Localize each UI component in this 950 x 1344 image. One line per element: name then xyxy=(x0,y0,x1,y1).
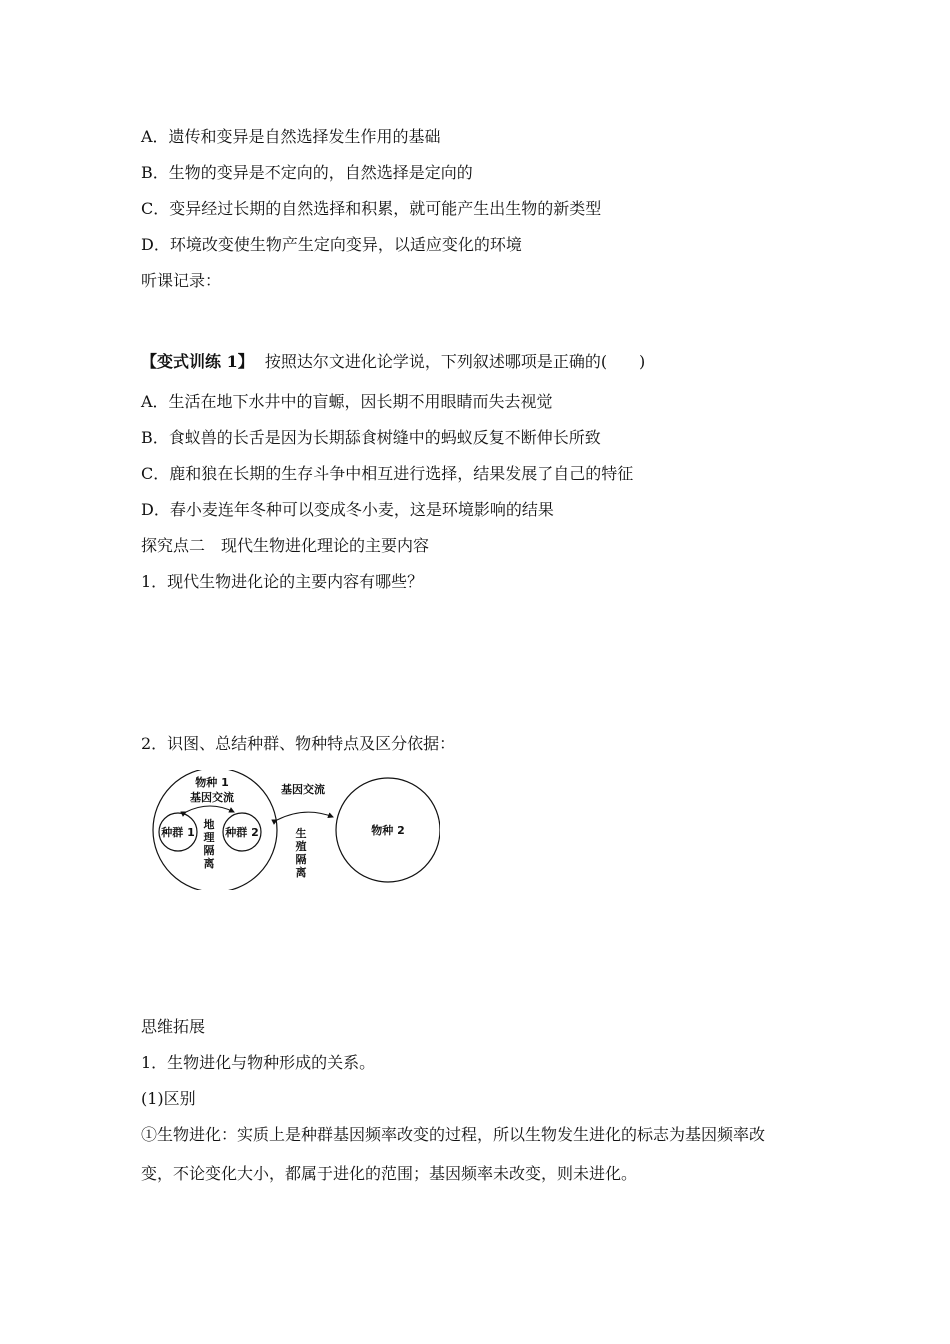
gene-flow-inner-label: 基因交流 xyxy=(190,791,234,804)
variant-stem-line xyxy=(141,352,645,372)
species-1-label: 物种 1 xyxy=(195,776,229,789)
geo-isolation-char-3: 隔 xyxy=(203,844,215,857)
variant-option-b: B．食蚁兽的长舌是因为长期舔食树缝中的蚂蚁反复不断伸长所致 xyxy=(141,428,601,447)
species-2-label: 物种 2 xyxy=(371,824,405,837)
repro-isolation-char-1: 生 xyxy=(295,827,307,840)
species-population-diagram xyxy=(140,770,440,890)
variant-stem: 按照达尔文进化论学说，下列叙述哪项是正确的( ) xyxy=(264,352,646,371)
gene-flow-inner-arrow xyxy=(186,806,234,812)
variant-option-d: D．春小麦连年冬种可以变成冬小麦，这是环境影响的结果 xyxy=(141,500,554,519)
repro-isolation-char-2: 殖 xyxy=(295,840,307,853)
population-2-label: 种群 2 xyxy=(225,826,259,839)
geo-isolation-char-2: 理 xyxy=(203,831,215,844)
repro-isolation-char-4: 离 xyxy=(295,866,307,879)
variant-option-a: A．生活在地下水井中的盲螈，因长期不用眼睛而失去视觉 xyxy=(141,392,553,411)
extension-paragraph-line-1: ①生物进化：实质上是种群基因频率改变的过程，所以生物发生进化的标志为基因频率改 xyxy=(141,1125,766,1144)
section2-heading: 探究点二 现代生物进化理论的主要内容 xyxy=(141,536,430,555)
gene-flow-outer-label: 基因交流 xyxy=(281,783,325,796)
gene-flow-outer-arrow xyxy=(277,812,333,820)
notes-label: 听课记录： xyxy=(141,271,222,290)
geo-isolation-char-1: 地 xyxy=(203,818,215,831)
extension-paragraph-line-2: 变，不论变化大小，都属于进化的范围；基因频率未改变，则未进化。 xyxy=(141,1164,638,1183)
extension-point-2: (1)区别 xyxy=(141,1089,196,1108)
variant-tag: 【变式训练 1】 xyxy=(141,352,254,371)
extension-point-1: 1．生物进化与物种形成的关系。 xyxy=(141,1053,376,1072)
question-option-c: C．变异经过长期的自然选择和积累，就可能产生出生物的新类型 xyxy=(141,199,602,218)
repro-isolation-char-3: 隔 xyxy=(295,853,307,866)
section2-question-1: 1．现代生物进化论的主要内容有哪些？ xyxy=(141,572,424,591)
question-option-b: B．生物的变异是不定向的，自然选择是定向的 xyxy=(141,163,473,182)
extension-heading: 思维拓展 xyxy=(141,1017,206,1036)
question-option-a: A．遗传和变异是自然选择发生作用的基础 xyxy=(141,127,441,146)
variant-option-c: C．鹿和狼在长期的生存斗争中相互进行选择，结果发展了自己的特征 xyxy=(141,464,634,483)
section2-question-2: 2．识图、总结种群、物种特点及区分依据： xyxy=(141,734,456,753)
population-1-label: 种群 1 xyxy=(161,826,195,839)
geo-isolation-char-4: 离 xyxy=(203,857,215,870)
question-option-d: D．环境改变使生物产生定向变异，以适应变化的环境 xyxy=(141,235,522,254)
